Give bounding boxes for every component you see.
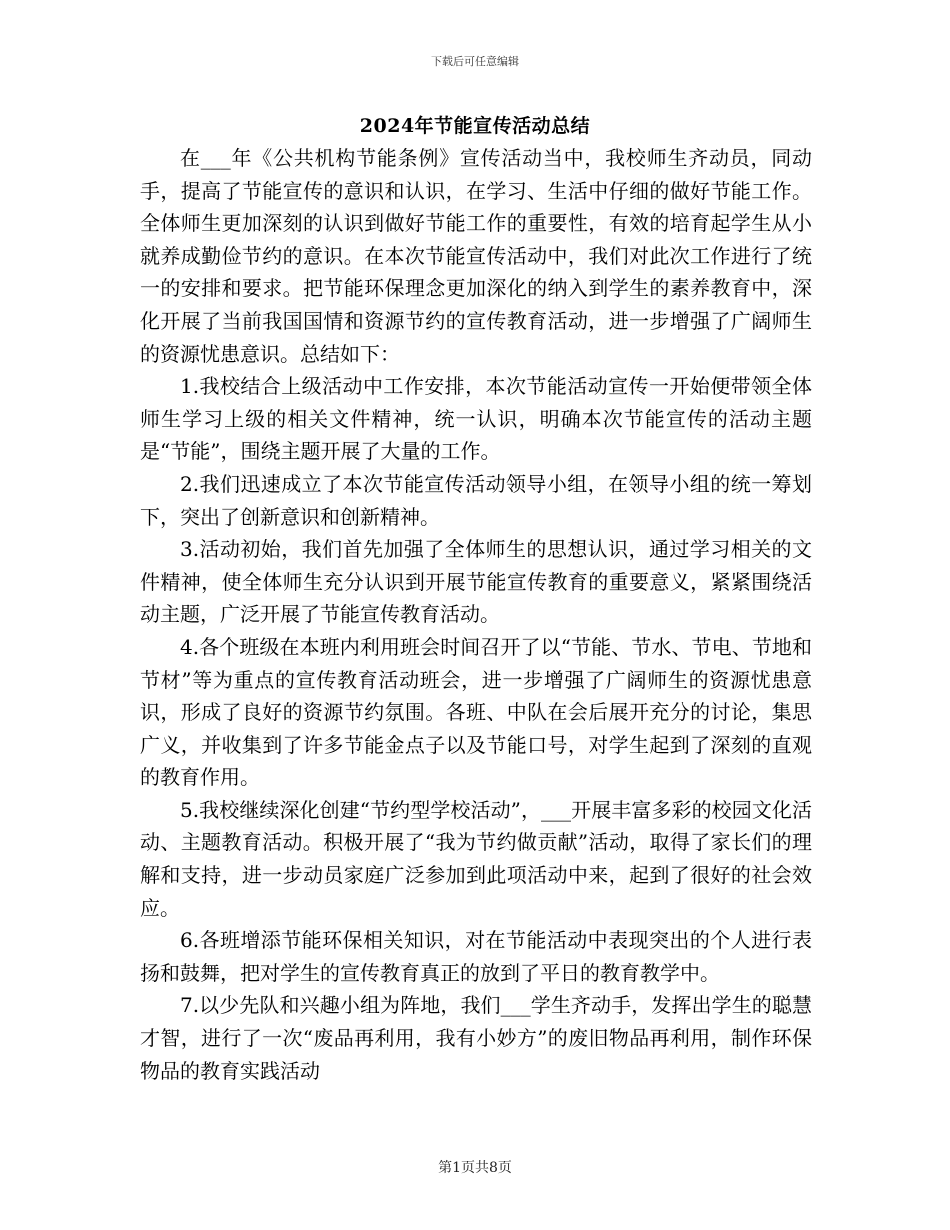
paragraph-item-4: 4.各个班级在本班内利用班会时间召开了以“节能、节水、节电、节地和节材”等为重点的宣传教育活动班会，进一步增强了广阔师生的资源忧患意识，形成了良好的资源节约氛围。各班、中队在会后展开充分的讨论，集思广义，并收集到了许多节能金点子以及节能口号，对学生起到了深刻的直观的教育作用。 bbox=[140, 634, 812, 790]
paragraph-item-7: 7.以少先队和兴趣小组为阵地，我们___学生齐动手，发挥出学生的聪慧才智，进行了一次“废品再利用，我有小妙方”的废旧物品再利用，制作环保物品的教育实践活动 bbox=[140, 993, 812, 1083]
document-title: 2024年节能宣传活动总结 bbox=[359, 115, 591, 137]
paragraph-item-3: 3.活动初始，我们首先加强了全体师生的思想认识，通过学习相关的文件精神，使全体师生充分认识到开展节能宣传教育的重要意义，紧紧围绕活动主题，广泛开展了节能宣传教育活动。 bbox=[140, 537, 812, 627]
page-number-footer: 第1页共8页 bbox=[438, 1160, 512, 1176]
header-note: 下载后可任意编辑 bbox=[431, 55, 519, 68]
document-body bbox=[140, 142, 812, 1087]
paragraph-item-1: 1.我校结合上级活动中工作安排，本次节能活动宣传一开始便带领全体师生学习上级的相关文件精神，统一认识，明确本次节能宣传的活动主题是“节能”，围绕主题开展了大量的工作。 bbox=[140, 374, 812, 464]
paragraph-intro: 在___年《公共机构节能条例》宣传活动当中，我校师生齐动员，同动手，提高了节能宣传的意识和认识，在学习、生活中仔细的做好节能工作。全体师生更加深刻的认识到做好节能工作的重要性，有效的培育起学生从小就养成勤俭节约的意识。在本次节能宣传活动中，我们对此次工作进行了统一的安排和要求。把节能环保理念更加深化的纳入到学生的素养教育中，深化开展了当前我国国情和资源节约的宣传教育活动，进一步增强了广阔师生的资源忧患意识。总结如下： bbox=[140, 146, 812, 366]
paragraph-item-2: 2.我们迅速成立了本次节能宣传活动领导小组，在领导小组的统一筹划下，突出了创新意识和创新精神。 bbox=[140, 471, 812, 529]
paragraph-item-6: 6.各班增添节能环保相关知识，对在节能活动中表现突出的个人进行表扬和鼓舞，把对学生的宣传教育真正的放到了平日的教育教学中。 bbox=[140, 928, 812, 985]
paragraph-item-5: 5.我校继续深化创建“节约型学校活动”，___开展丰富多彩的校园文化活动、主题教育活动。积极开展了“我为节约做贡献”活动，取得了家长们的理解和支持，进一步动员家庭广泛参加到此项活动中来，起到了很好的社会效应。 bbox=[140, 797, 812, 920]
